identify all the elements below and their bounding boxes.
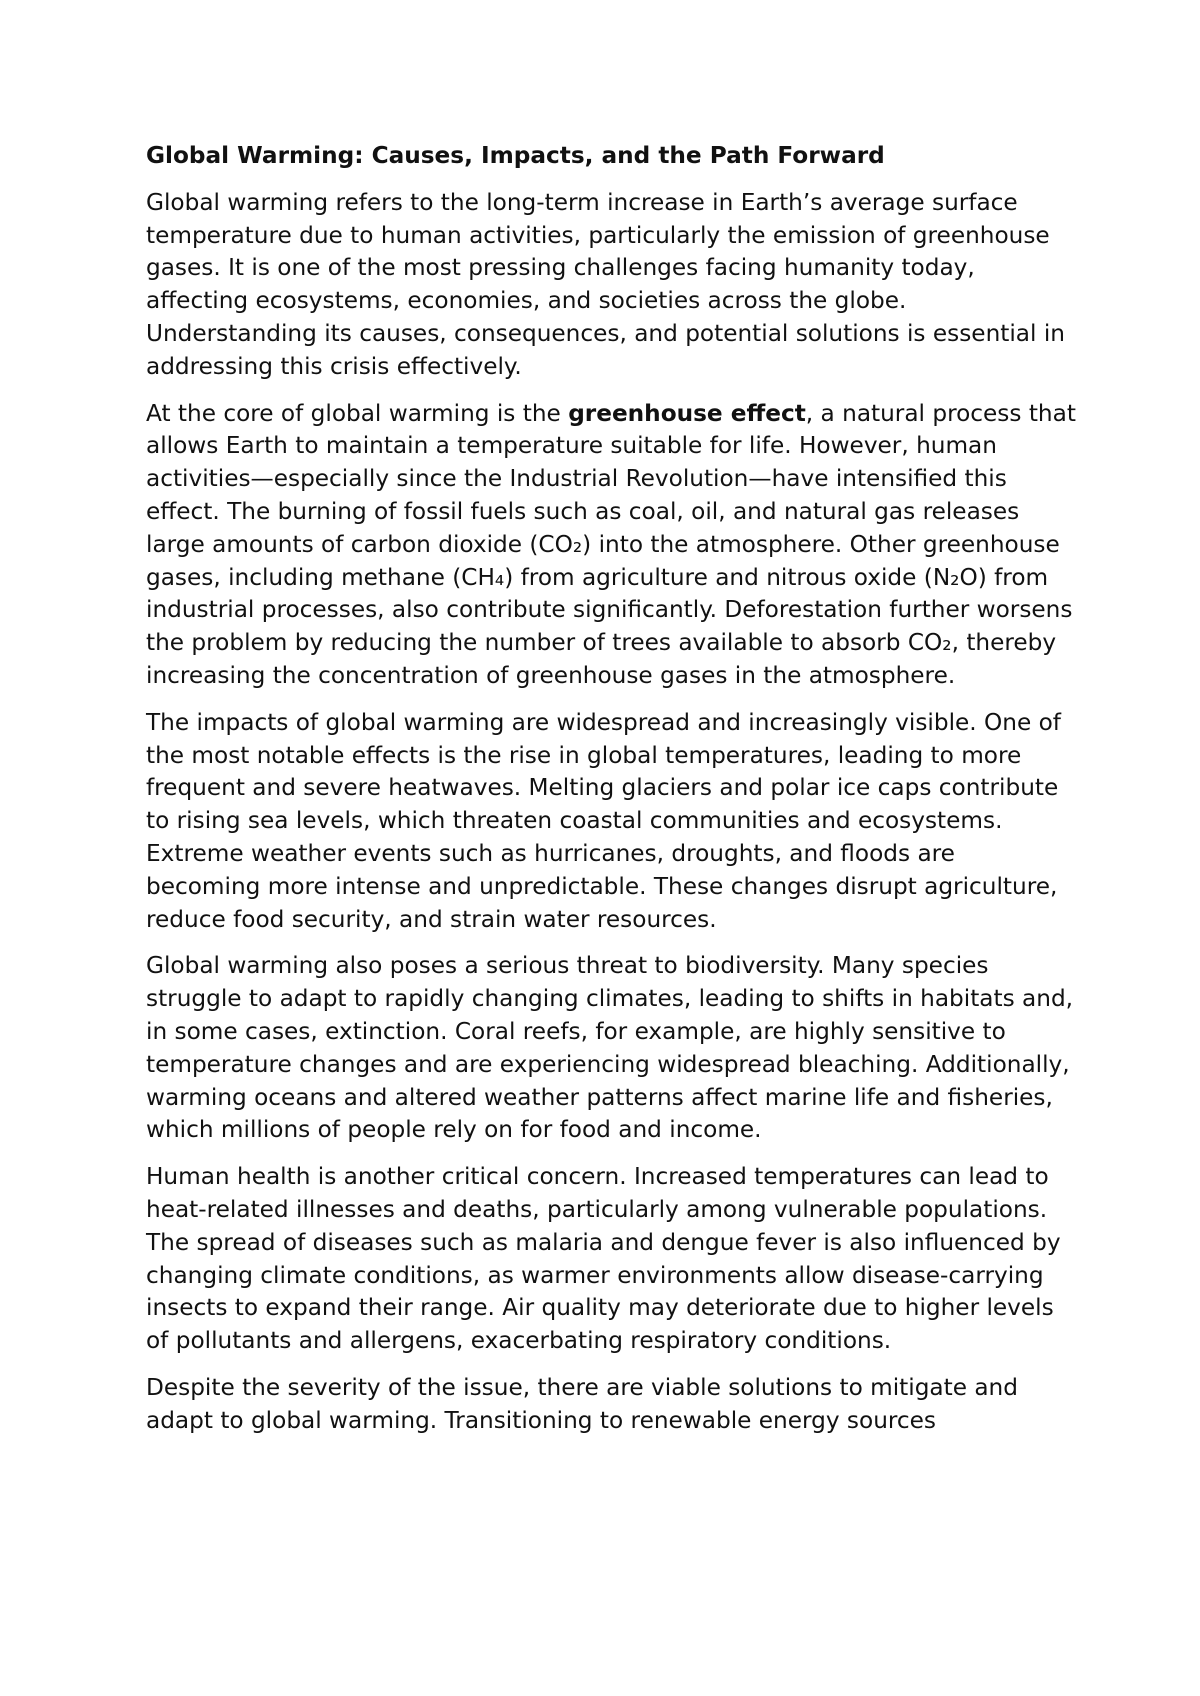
greenhouse-effect-term: greenhouse effect bbox=[568, 399, 806, 427]
paragraph-causes bbox=[146, 398, 1076, 693]
document-body bbox=[146, 140, 1076, 1451]
paragraph-human-health: Human health is another critical concern. Increased temperatures can lead to heat-related illnesses and deaths, particularly among vulnerable populations. The spread of diseases such as malaria and dengue fever is also influenced by changing climate conditions, as warmer environments allow disease-carrying insects to expand their range. Air quality may deteriorate due to higher levels of pollutants and allergens, exacerbating respiratory conditions. bbox=[146, 1163, 1061, 1355]
paragraph-causes-after: , a natural process that allows Earth to maintain a temperature suitable for life. However, human activities—especially since the Industrial Revolution—have intensified this effect. The burning of fossil fuels such as coal, oil, and natural gas releases large amounts of carbon dioxide (CO₂) into the atmosphere. Other greenhouse gases, including methane (CH₄) from agriculture and nitrous oxide (N₂O) from industrial processes, also contribute significantly. Deforestation further worsens the problem by reducing the number of trees available to absorb CO₂, thereby increasing the concentration of greenhouse gases in the atmosphere. bbox=[146, 399, 1076, 689]
paragraph-introduction: Global warming refers to the long-term increase in Earth’s average surface temperature due to human activities, particularly the emission of greenhouse gases. It is one of the most pressing challenges facing humanity today, affecting ecosystems, economies, and societies across the globe. Understanding its causes, consequences, and potential solutions is essential in addressing this crisis effectively. bbox=[146, 188, 1065, 380]
paragraph-biodiversity: Global warming also poses a serious threat to biodiversity. Many species struggle to adapt to rapidly changing climates, leading to shifts in habitats and, in some cases, extinction. Coral reefs, for example, are highly sensitive to temperature changes and are experiencing widespread bleaching. Additionally, warming oceans and altered weather patterns affect marine life and fisheries, which millions of people rely on for food and income. bbox=[146, 952, 1074, 1144]
paragraph-solutions: Despite the severity of the issue, there are viable solutions to mitigate and adapt to global warming. Transitioning to renewable energy sources bbox=[146, 1373, 1018, 1434]
paragraph-impacts: The impacts of global warming are widespread and increasingly visible. One of the most notable effects is the rise in global temperatures, leading to more frequent and severe heatwaves. Melting glaciers and polar ice caps contribute to rising sea levels, which threaten coastal communities and ecosystems. Extreme weather events such as hurricanes, droughts, and floods are becoming more intense and unpredictable. These changes disrupt agriculture, reduce food security, and strain water resources. bbox=[146, 708, 1061, 933]
document-title: Global Warming: Causes, Impacts, and the Path Forward bbox=[146, 142, 885, 169]
paragraph-causes-before: At the core of global warming is the bbox=[146, 399, 569, 427]
